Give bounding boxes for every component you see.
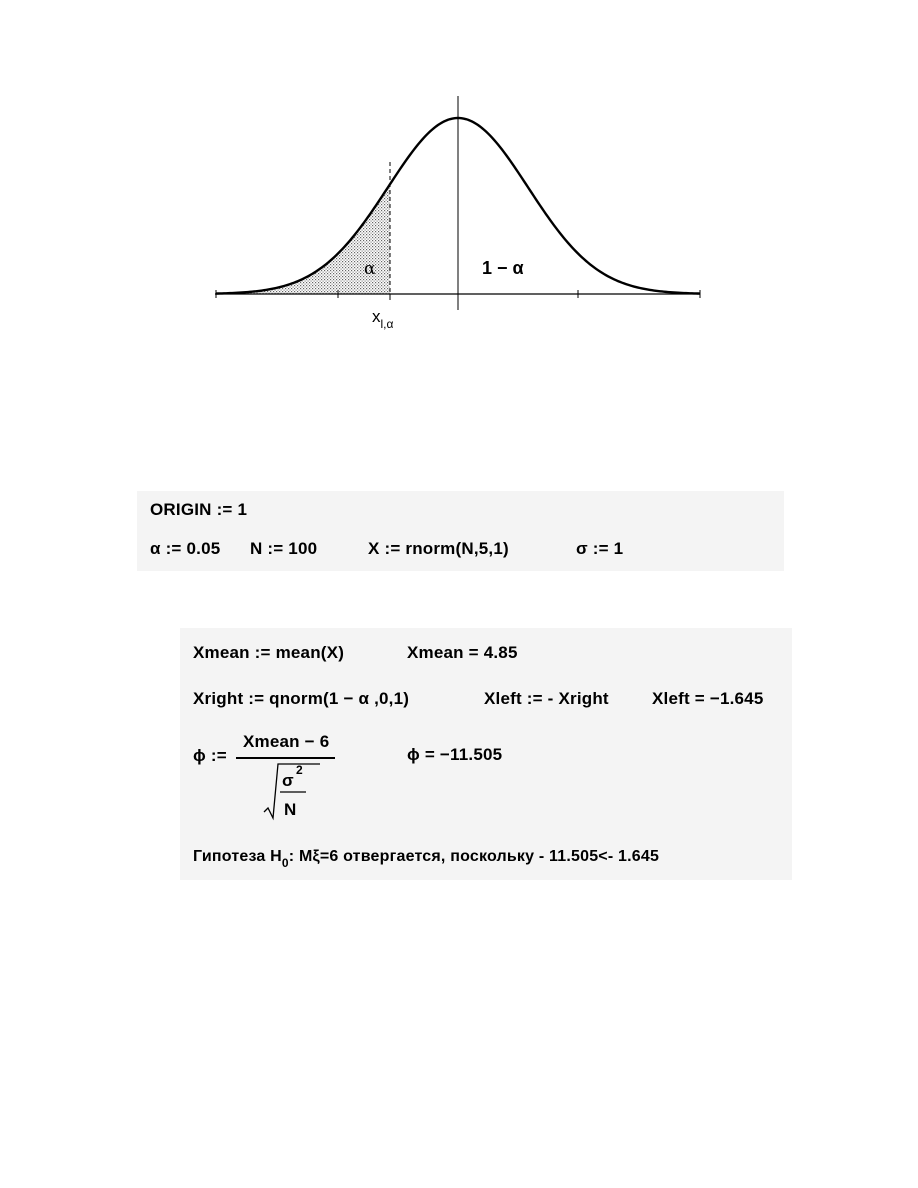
alpha-definition: α := 0.05 — [150, 539, 221, 558]
phi-value: ϕ = −11.505 — [407, 745, 503, 764]
origin-definition: ORIGIN := 1 — [150, 500, 248, 519]
hypothesis-conclusion: Гипотеза $H_0$: Mξ=6 отвергается, поскольку - 11.505<- 1.645 — [193, 848, 660, 870]
n-denominator: N — [284, 800, 297, 819]
one-minus-alpha-label: 1 − α — [482, 258, 524, 278]
n-definition: N := 100 — [250, 539, 318, 558]
normal-distribution-figure — [0, 0, 918, 360]
alpha-region-label: α — [364, 259, 376, 279]
critical-value-label: $x_{l,\alpha}$ — [372, 307, 394, 331]
xleft-definition: Xleft := - Xright — [484, 689, 609, 708]
phi-numerator: Xmean − 6 — [243, 732, 330, 751]
xmean-value: Xmean = 4.85 — [407, 643, 518, 662]
phi-lhs: ϕ := — [193, 746, 227, 765]
xright-definition: Xright := qnorm(1 − α ,0,1) — [193, 689, 410, 708]
x-definition: X := rnorm(N,5,1) — [368, 539, 509, 558]
sigma-symbol: σ — [282, 771, 294, 790]
xleft-value: Xleft = −1.645 — [652, 689, 764, 708]
fraction-bar — [236, 757, 335, 759]
xmean-definition: Xmean := mean(X) — [193, 643, 345, 662]
sigma-exponent: 2 — [296, 763, 303, 777]
sigma-definition: σ := 1 — [576, 539, 624, 558]
